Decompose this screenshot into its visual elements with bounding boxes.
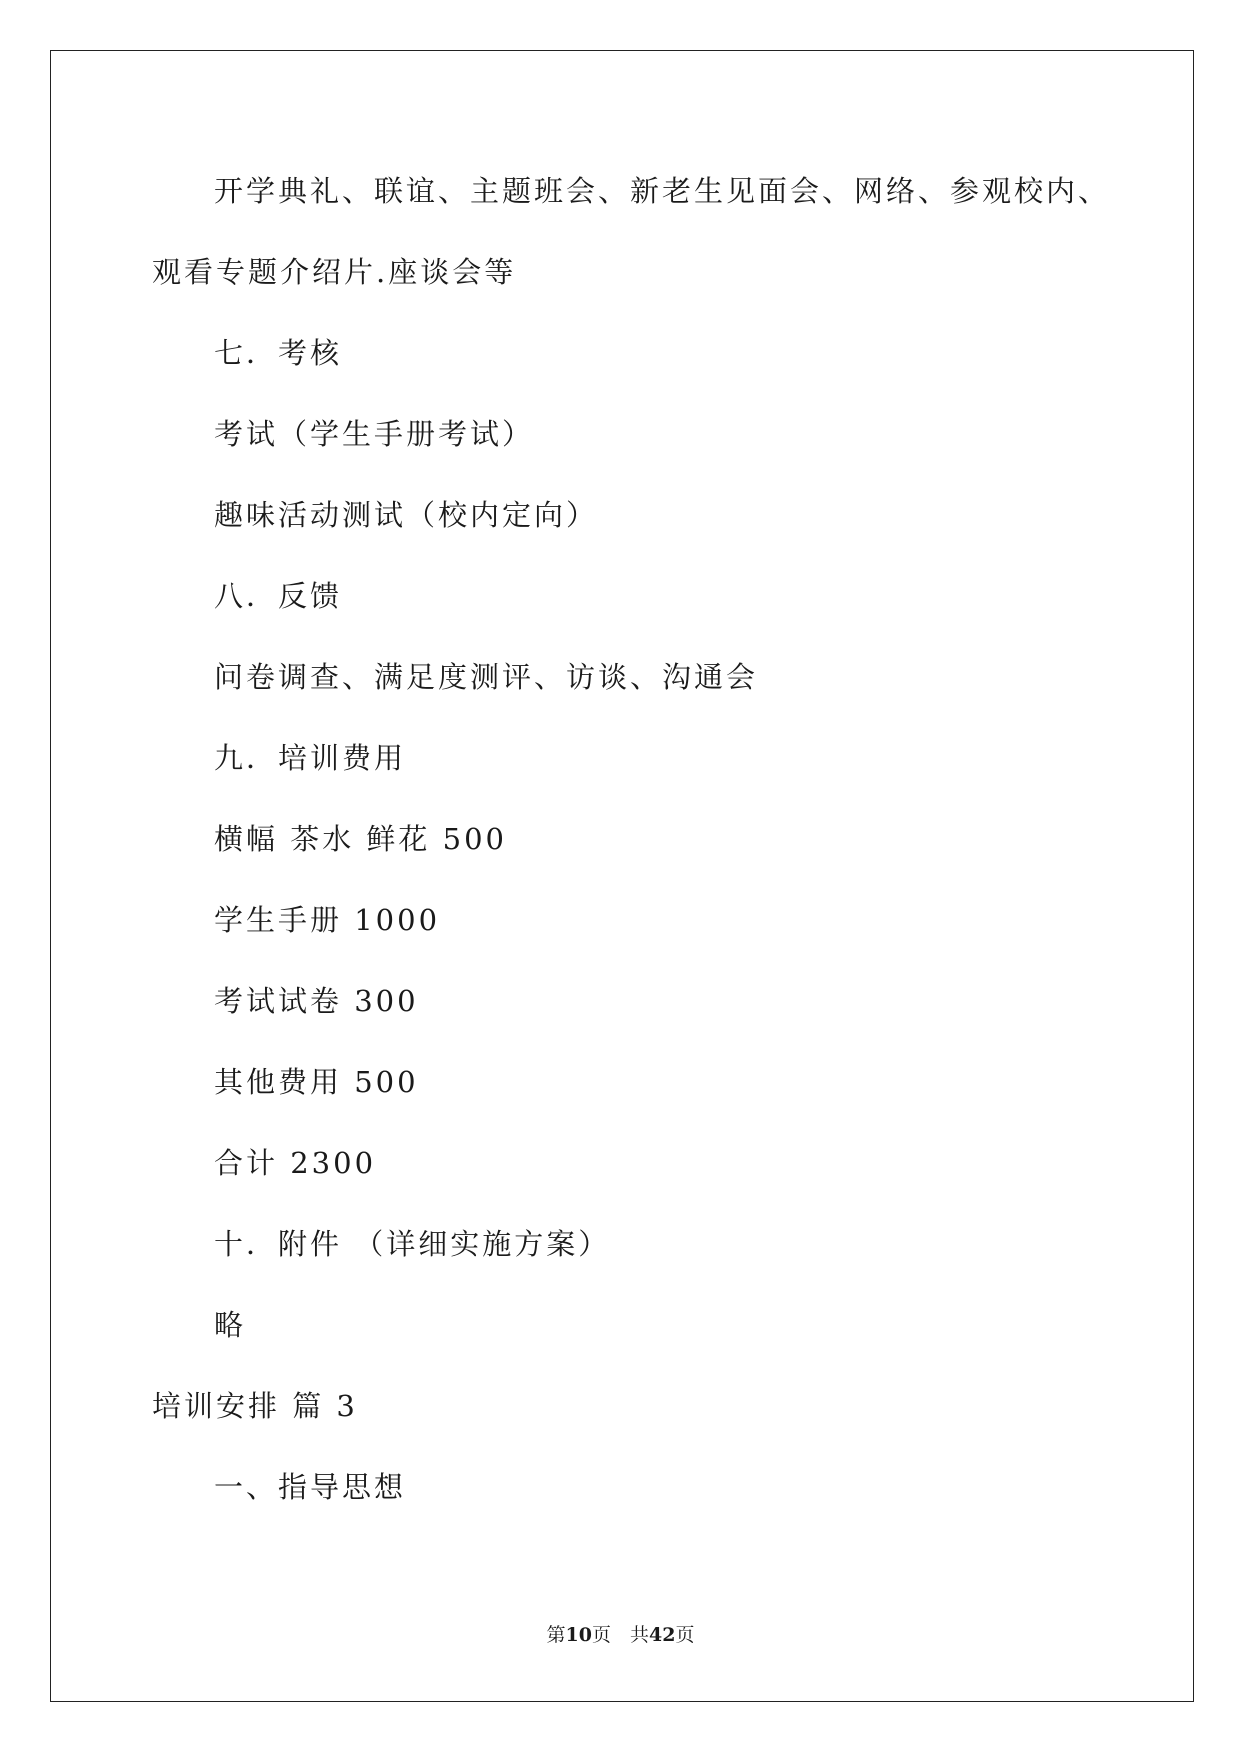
paragraph-exam: 考试（学生手册考试） [214,417,535,451]
footer-total-pages: 42 [649,1624,676,1646]
heading-training-cost: 九．培训费用 [214,741,407,775]
footer-mid: 页 共 [591,1624,649,1646]
paragraph-activities-cont: 观看专题介绍片.座谈会等 [152,255,517,289]
page-border [50,50,1194,1702]
heading-assessment: 七．考核 [214,336,343,370]
paragraph-omitted: 略 [214,1308,247,1342]
heading-feedback: 八．反馈 [214,579,343,613]
heading-attachment: 十．附件 （详细实施方案） [214,1227,611,1261]
cost-item-banner: 横幅 茶水 鲜花 500 [214,822,508,856]
heading-guiding-idea: 一、指导思想 [214,1470,407,1504]
cost-item-exam-papers: 考试试卷 300 [214,984,419,1018]
paragraph-activities: 开学典礼、联谊、主题班会、新老生见面会、网络、参观校内、 [214,174,1111,208]
footer-prefix: 第 [546,1624,566,1646]
paragraph-fun-test: 趣味活动测试（校内定向） [214,498,599,532]
cost-item-handbook: 学生手册 1000 [214,903,441,937]
cost-total: 合计 2300 [214,1146,377,1180]
cost-item-other: 其他费用 500 [214,1065,419,1099]
footer-current-page: 10 [565,1624,592,1646]
page-number-footer [0,1620,1241,1647]
section-title: 培训安排 篇 3 [152,1389,358,1423]
footer-suffix: 页 [675,1624,695,1646]
paragraph-feedback-methods: 问卷调查、满足度测评、访谈、沟通会 [214,660,759,694]
